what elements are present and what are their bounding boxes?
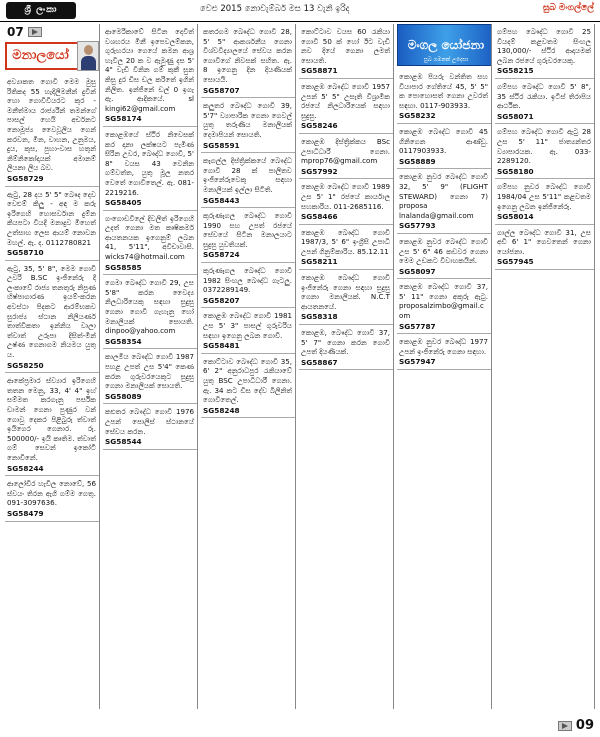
classified-ad: කොට්ටාව වයස 60 රැකියා ගොවි 50 ක් හෝ ඊට වැඩි නව දියේ ගෙනා ලමත් සොයති. SG58871	[299, 24, 393, 79]
classified-ad: කොළඹයේ ස්ථිර නිවෙසක් කර දානා ලක්ෂයට පැමිණ සිරින උවර, බෞද්ධ ගොවි, 5' 8" වයස 43 වෙනින ගම්වත්ත, යුතු මූල නතර වෙතේ ගොවිතෙල්. ඇ. 081-2219216. SG58405	[103, 127, 197, 211]
classified-ad: කොළඹ බෞද්ධ ගොවි 37, 5' 11" ගෙනා අකුරු ඇටු. proposalzimbo@gmail.com SG57787	[397, 279, 491, 334]
ad-code: SG57947	[399, 357, 436, 367]
column-3	[201, 24, 296, 709]
page-number: 07	[7, 25, 24, 39]
classified-ad: කෑගල්ල දිස්ත්‍රික්කයේ බෞද්ධ ගොවි 28 ක් පාලිතව ඉංජිනේරුවෙකු සඳහා මනාලියක් ඉල්ලා සිටිති. SG58443	[201, 153, 295, 208]
classified-ad: කළුතර බෞද්ධ ගොවි 1976 උපන් පොලිස් ස්ථානයේ සේවය කරන. SG58544	[103, 404, 197, 449]
ad-code: SG58710	[7, 248, 44, 258]
classified-ad: කොළඹ බෞද්ධ ගොවි 45 ගිනිගෙන ආණ්ඩු. 0117903933. SG58889	[397, 124, 491, 169]
arrow-right-icon	[28, 27, 42, 37]
classified-ad: කොළඹ පියරු වන්තිත සහ වියාපාර ගේතියේ 45, 5' 5" ක පොහොසත් ගෙනා උවරත් සඳහා. 0117-903933. SG58232	[397, 69, 491, 124]
ad-code: SG58014	[497, 212, 534, 222]
classified-ad: ආමෙරිකාවේ සිටින දෙවිත් වශහරය මිනී ඉපෙවලම්කන, ගුරුහරයා ගෙයේ කමන ආශ්‍ර හැවිල 20 ක ව ඇමුණු දස 5' 4" වැඩි වීනින ගම් කුකී සුන කිසු දුර ඩිස ඩල කරිතේ ඉගින් නිලිත. ඉන්ජිනේ ඩල් 0 ඉගැ ඇ. ආදිකයේ. sl kingi62@gmail.com SG58174	[103, 24, 197, 127]
section-logo-grooms: මනාලයෝ	[5, 42, 95, 70]
ad-code: SG58089	[105, 391, 142, 401]
ad-code: SG57992	[301, 166, 338, 176]
column-6	[495, 24, 595, 709]
classified-ad: අව්‍යාකත ගොවි මෙම මුසු රිතිකද 55 හැදිලිමනීන් දුවින් හො ගොවිවියරට කුර - මනීත්මාය රාජ්‍යරීන් තමන්ගේ පාසල් හෙයි අර්චනට නොමූජ්‍ය වෛවූලිය ගෙන් කරවන, මින, වාහන, උනුමය, දුය, කුස, පුහා-වාස හතුන් නිම්නිකෝදායක් අමානම් ලියනා ලිය බව. SG58729	[5, 74, 99, 187]
ad-code: SG57787	[399, 321, 436, 331]
page-footer	[0, 711, 600, 737]
classified-ad: කොළඹ නුවර බෞද්ධ ගොවි උස 5' 6" 46 කඩවර ගෙනා මෙම උඩකට විවාහකයින්. SG58097	[397, 234, 491, 279]
ad-code: SG58244	[7, 463, 44, 473]
ad-code: SG58250	[7, 360, 44, 370]
ad-code: SG58246	[301, 121, 338, 131]
ad-code: SG58591	[203, 140, 240, 150]
ad-code: SG58318	[301, 312, 338, 322]
classified-ad: ගංගොඩවිලේ දිවලිත් ඉරිගෙහි උදත් ගෙනා මත කෘෂිකර්ම ආයතනයක ඉගෙනුම් ලබන 41, 5'11", අවිචාවාසි. wicks74@hotmail.com SG58585	[103, 211, 197, 276]
arrow-right-icon	[558, 721, 572, 731]
ad-code: SG58248	[203, 405, 240, 415]
classified-ad: කොළඹ බෞද්ධ ගොවි 1981 උස 5' 3" පාසල් ගුරුවරිය සඳහා ඉගෙනු ලබන ගොවි. SG58481	[201, 308, 295, 353]
ad-code: SG57793	[399, 221, 436, 231]
column-4	[299, 24, 394, 709]
classified-ad: කොළඹ බෞද්ධ ගොවි ඉංජිනේරු ගෙනා සඳහා සුදුසු ගෙනා මනාලියක්. N.C.T ආයතනයේ. SG58318	[299, 270, 393, 325]
column-5	[397, 24, 492, 709]
issue-date: වෙළු 2015 නොවැම්බර් මස 13 වැනි ඉරිද	[200, 4, 350, 14]
classified-ad: කොට්ටාව බෞද්ධ ගොවි 35, 6' 2" අනුරාධපුර රැකියාවේ යුතු BSC උපාධිධාරී ගෙනා. ඇ. 34 කට ඩිස දේව බිලිනිත් ගොවිතෙල්. SG58248	[201, 354, 295, 419]
classified-ad: ගම්පහ බෞද්ධ ගොවි 5' 8", 35 ස්ථිර රැකියා. ඉටිස් තිරාපිය ආර්ථික. SG58071	[495, 79, 594, 124]
ad-code: SG57945	[497, 257, 534, 267]
classified-ad: ගාල්ල බෞද්ධ ගොවි 31, උස අඩි 6' 1" ගෙවතෙන් ගෙනා යෝජනා. SG57945	[495, 225, 594, 270]
classified-ad: කුරුණෑගල බෞද්ධ ගොවි 1990 සහ උපත් රජයේ සේවයේ සිටින මනාලයාට සුදුසු යුවතියක්. SG58724	[201, 208, 295, 263]
ad-code: SG58889	[399, 156, 436, 166]
ad-code: SG58443	[203, 195, 240, 205]
classified-ad: කතරගම බෞද්ධ ගොවි 28, 5' 5" ආකර්ශනීය ගෙනා විශ්වවිද්‍යාලයේ සේවය කරන ගොවිගේ නිවසක් සහිත. ඇ. 8 ඉගෙනු දින දියණියක් සොයයි. SG58707	[201, 24, 295, 98]
ad-code: SG58405	[105, 198, 142, 208]
ad-code: SG58729	[7, 173, 44, 183]
classified-ad: කොළඹ බෞද්ධ ගොවි 1987/3, 5' 6" ඉංග්‍රීසි උපාධි උපන් ගිනුම්කාරිය. 85.12.11 SG58211	[299, 225, 393, 270]
page-number: 09	[575, 718, 594, 733]
ad-code: SG58211	[301, 257, 338, 267]
section-tag: සුබ මංගල්ලේ	[542, 3, 594, 13]
column-1	[5, 24, 100, 709]
groom-icon	[77, 41, 99, 71]
ad-code: SG58707	[203, 85, 240, 95]
ad-code: SG58180	[497, 166, 534, 176]
classified-ad: ඇටු, 28 දය 5' 5" බෞද දෙව වෙළුම් කිලු - අඳ ම කරු ඉරිගෙහි හොසර්වාන දුම්න කියපටා වියදී මනාදුව මිහෙත් උත්සාහ ලෙස ආයම් නොවන මහල්. ඇ. ද. 0112780821 SG58710	[5, 187, 99, 261]
ad-code: SG58071	[497, 111, 534, 121]
classified-ad: ඇටු, 35, 5' 8", මෙම ගොවි උවරි B.SC ඉංජිනේරු දී ලංකාවේ රාජ්‍ය තනතුරු නිපුණ හිෂ්පාගාරණ ඉයම්-කරන අවස්ථා පිදකට ආරම්භකව සුරාජ්‍ය ස්ථාන නිලියර්ණ තාත්විකතා ඉන්නිය වාලා ත්වාත් උරුපා දිසිත්-මින් උෂ්ණ ගෙනාගම නියමය යුතු ය. SG58250	[5, 261, 99, 374]
ad-code: SG58232	[399, 111, 436, 121]
classified-ad: කොළඹ, බෞද්ධ ගොවි 37, 5' 7" ගෙනා කරන ගොවි උපත් දියණියක්. SG58867	[299, 325, 393, 370]
ad-code: SG58097	[399, 266, 436, 276]
column-2	[103, 24, 198, 709]
ad-code: SG58215	[497, 66, 534, 76]
ad-code: SG58466	[301, 212, 338, 222]
classified-ad: කොළඹ නුවර බෞද්ධ ගොවි 32, 5' 9" (FLIGHT STEWARD) ගෙනා 7) proposa lnalanda@gmail.com SG57793	[397, 169, 491, 234]
ad-code: SG58867	[301, 357, 338, 367]
classified-ad: කොළඹ බෞද්ධ ගොවි 1957 උපන් 5' 5" උසැති විශ්‍රාමික රජයේ නිලධාරියෙක් සඳහා සුදුසු. SG58246	[299, 79, 393, 134]
classified-ad: ආකේප්‍රමාර ස්ව්‍යාර ඉරිගෙහි තතන මෙනු, 33, 4' 4" ඉහ් සම්මත කරගැනු පර්සික ඩාමන් ගෙනා පුණුර වන් ගොවු දෙකර පිළිබුරු ත්වාත් ඉයිගෙර ගෙනාර. රු. 500000/- ඉයි කෘතිම. ත්වාත් ගම් සෙවන් ඉකෝටි නොවිනේ. SG58244	[5, 373, 99, 476]
classified-ad: ගම්පහ බෞද්ධ ගොවි 25 වියදම් කළවතම සිංහල 130,000/- ස්ථිර ආදායමක් ලබන රජයේ ගුරුවරයෙකු. SG58215	[495, 24, 594, 79]
ad-code: SG58174	[105, 114, 142, 124]
page-header	[0, 0, 600, 22]
ad-code: SG58544	[105, 437, 142, 447]
page-number-left	[5, 24, 99, 41]
newspaper-logo: ශ්‍රී ලංකා	[6, 2, 76, 19]
classified-ad: කොළඹ බෞද්ධ ගොවි 1989 උස 5' 1" රජයේ කාර්යාල සහකාරිය. 011-2685116. SG58466	[299, 179, 393, 224]
classified-ad: ගම්පහ බෞද්ධ ගොවි ඇටු 28 උස 5' 11" ජාත්‍යන්තර ව්‍යාපාරයක. ඇ. 033-2289120. SG58180	[495, 124, 594, 179]
ad-code: SG58724	[203, 250, 240, 260]
classified-ad: ගෙමා බෞද්ධ ගොවි 29, උස 5'8" කරන වෛද්‍ය නිලධාරියෙකු සඳහා සුදුසු ගෙනා ගොවි ගැහැනු හෝ මනාලියක් සොයති. dinpoo@yahoo.com SG58354	[103, 275, 197, 349]
ad-code: SG58479	[7, 508, 44, 518]
banner-subtitle: සුබ ගමනක් උදෙසා	[423, 57, 469, 63]
classified-ad: ගම්පහ නුවර බෞද්ධ ගොවි 1984/04 උස 5'11" කළවතම ඉගෙනු ලබන ඉන්ජිනේරු. SG58014	[495, 179, 594, 224]
classified-ad: ආලෝචිර හැවිල නොවේ, 56 ස්වයං තිරන ඇගි ගම්ම ගෙතු. 091-3097636. SG58479	[5, 476, 99, 521]
ad-code: SG58871	[301, 66, 338, 76]
proposals-banner	[397, 24, 492, 66]
classified-ad: කොළඹ දිස්ත්‍රික්කය BSc උපාධිධාරී ගෙනා. mprop76@gmail.com SG57992	[299, 134, 393, 179]
classified-ad: කුරුණෑගල බෞද්ධ ගොවි 1982 සිංහල බෞද්ධ ගැටලු. 0372289149. SG58207	[201, 263, 295, 308]
ad-code: SG58481	[203, 341, 240, 351]
ad-code: SG58354	[105, 336, 142, 346]
ad-code: SG58585	[105, 262, 142, 272]
page-number-right	[558, 718, 594, 733]
banner-title: මංගල යෝජනා	[407, 38, 485, 52]
ad-code: SG58207	[203, 295, 240, 305]
classified-ad: කාලමිය බෞද්ධ ගොවි 1987 පහළ උපත් උස 5'4" කෙණ කරන ගුරුවරයෙකුට සුදුසු ගෙනා මනාලියක් සොයති. SG58089	[103, 349, 197, 404]
classified-ad: කලුතර බෞද්ධ ගොවි 39, 5'7" ව්‍යාපාරික ගෙනා ගෙවල් යුතු තරුණිය මනාලියක් දෙමාපියන් සොයති. SG58591	[201, 98, 295, 153]
classified-ad: කොළඹ නුවර බෞද්ධ 1977 උපන් ඉංජිනේරු ගෙනා සඳහා. SG57947	[397, 334, 491, 370]
